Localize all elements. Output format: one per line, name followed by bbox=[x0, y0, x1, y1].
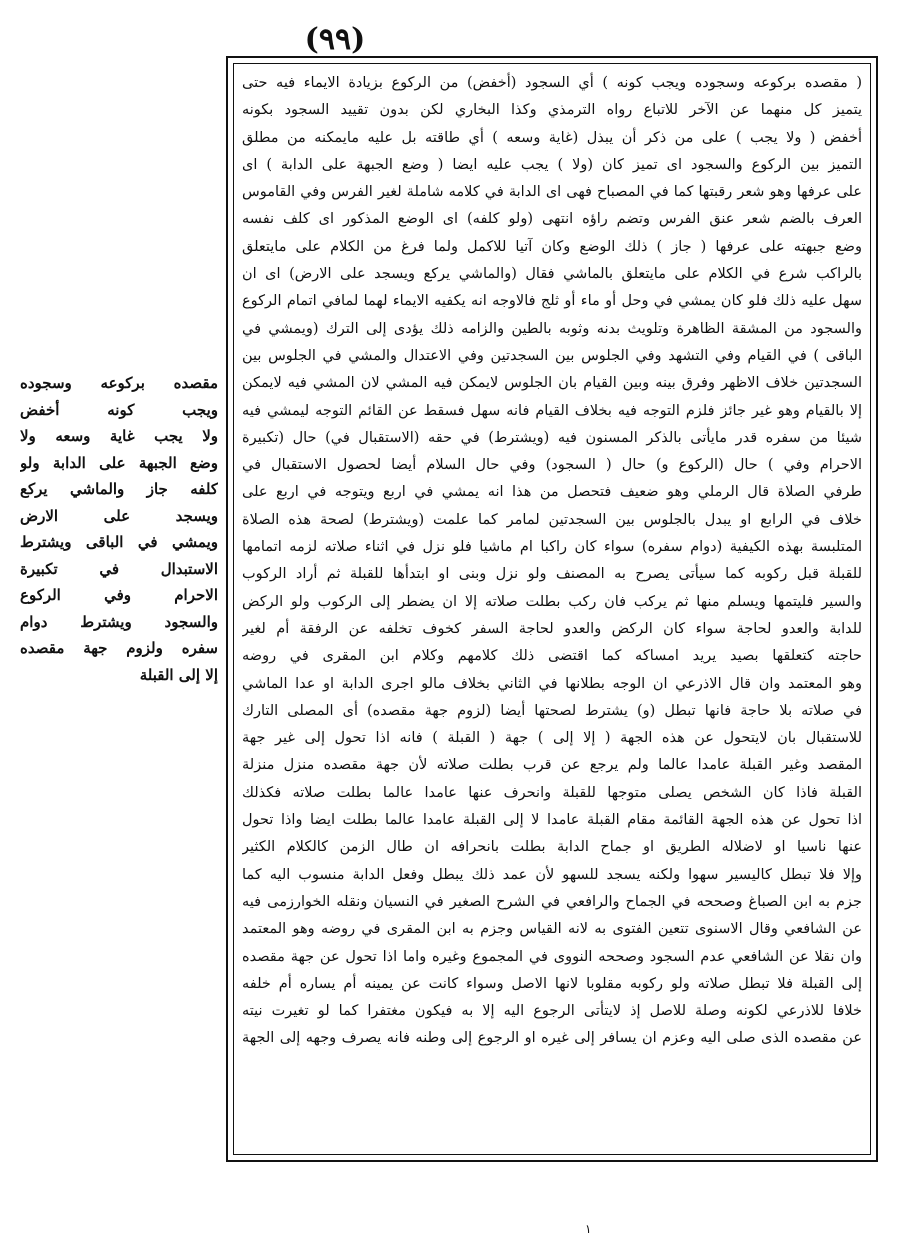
main-text-line: السجدتين خلاف الاظهر وفرق بينه وبين القيام بان الجلوس لايمكن فيه المشي لان المشي فيه لايمكن bbox=[242, 375, 862, 392]
margin-note-column bbox=[20, 370, 218, 688]
main-text-line: وان نقلا عن الشافعي عدم السجود وصححه النووى في المجموع وغيره واما اذا تحول عن جهة مقصده bbox=[242, 948, 862, 965]
main-text-line: المقصد وغير القبلة عامدا عالما ولم يرجع عن قرب بطلت صلاته لأن جهة مقصده منزل منزلة bbox=[242, 757, 862, 774]
main-text-line: وهو المعتمد وان قال الاذرعي ان الوجه بطلانها في الثاني بخلاف مالو اجرى الدابة او عدا الماشي bbox=[242, 675, 862, 692]
text-frame bbox=[226, 56, 878, 1162]
main-text-line: التميز بين الركوع والسجود اى تميز كان (ولا ) يجب عليه ايضا ( وضع الجبهة على الدابة ) اى bbox=[242, 156, 862, 173]
margin-note-line: مقصده بركوعه وسجوده bbox=[20, 374, 218, 392]
main-text-line: للدابة والعدو لحاجة سواء كان الركض والعدو لحاجة السفر كخوف تخلفه عن الرفقة أم لغير bbox=[242, 620, 862, 637]
main-text-line: القبلة فاذا كان الشخص يصلى متوجها للقبلة وانحرف عنها عامدا عالما بطلت صلاته فكذلك bbox=[242, 784, 862, 801]
margin-note-line: الاحرام وفي الركوع bbox=[20, 586, 218, 604]
main-text-line: إلى القبلة فلا تبطل صلاته ولو ركوبه مقلوبا لانها الاصل وسواء كانت عن يمينه أم يساره أم خلفه bbox=[242, 975, 862, 992]
main-text-line: العرف بالضم شعر عنق الفرس وتضم راؤه انتهى (ولو كلفه) اى الوضع المذكور اى كلف نفسه bbox=[242, 211, 862, 228]
margin-note-line: سفره ولزوم جهة مقصده bbox=[20, 639, 218, 657]
main-text-block bbox=[233, 63, 871, 1155]
main-text-line: جزم به ابن الصباغ وصححه في الجماح والرافعي في الشرح الصغير في النسيان ونقله الخوارزمى فيه bbox=[242, 893, 862, 910]
main-text-line: والسجود من المشقة الظاهرة وتلويث بدنه وثوبه بالطين والزامه ذلك يؤدى إلى الترك (ويمشي في bbox=[242, 320, 862, 337]
margin-note-line: ولا يجب غاية وسعه ولا bbox=[20, 427, 218, 445]
main-text-line: أخفض ( ولا يجب ) على من ذكر أن يبذل (غاية وسعه ) أي طاقته بل عليه مايمكنه من مطلق bbox=[242, 129, 862, 146]
main-text-line: سهل عليه ذلك فلو كان يمشي في وحل أو ماء أو ثلج فالاوجه انه يكفيه الايماء لهما لمافي اتمام الركوع bbox=[242, 293, 862, 310]
main-text-line: خلاف في الرابع او يبدل بالجلوس بين السجدتين لمامر كما علمت (ويشترط) لصحة هذه الصلاة bbox=[242, 511, 862, 528]
main-text-line: الباقى ) في القيام وفي التشهد وفي الجلوس بين السجدتين وفي الاعتدال والمشي في الجلوس بين bbox=[242, 347, 862, 364]
main-text-line: طرفي الصلاة قال الرملي وهو ضعيف فتحصل من هذا انه يمشي في اربع ويتوجه في اربع على bbox=[242, 484, 862, 501]
margin-note-line: ويجب كونه أخفض bbox=[20, 400, 218, 419]
main-text-line: عنها ناسيا او لاضلاله الطريق او جماح الدابة بطلت بانحرافه ان طال الزمن كالكلام الكثير bbox=[242, 839, 862, 856]
main-text-line: يتميز كل منهما عن الآخر للاتباع رواه الترمذي وكذا البخاري لكن بدون تقييد السجود بكونه bbox=[242, 102, 862, 119]
main-text-line: عن الشافعي وقال الاسنوى تتعين الفتوى به لانه القياس وجزم به ابن المقرى في روضه وهو المعتمد bbox=[242, 921, 862, 938]
page-number: (٩٩) bbox=[304, 22, 366, 57]
main-text-line: وإلا فلا تبطل كاليسير سهوا ولكنه يسجد للسهو لأن عمد ذلك يبطل وفعل الدابة منسوب اليه كما bbox=[242, 866, 862, 883]
margin-note-line: ويمشي في الباقى ويشترط bbox=[20, 533, 218, 551]
main-text-line: حاجته كتعلقها بصيد يريد امساكه كما اقتضى ذلك كلامهم وكلام ابن المقرى في روضه bbox=[242, 648, 862, 665]
main-text-line: للقبلة قبل ركوبه كما سيأتى يصرح به المصنف ولو نزل وبنى او ابتدأها للقبلة ثم أراد الركوب bbox=[242, 566, 862, 583]
main-text-line: في صلاته بلا حاجة فانها تبطل (و) يشترط لصحتها أيضا (لزوم جهة مقصده) أى المصلى التارك bbox=[242, 702, 862, 719]
main-text-line: عن مقصده الذى صلى اليه وعزم ان يسافر إلى غيره او الرجوع إلى وطنه فانه يصرف وجهه إلى الجهة bbox=[242, 1030, 862, 1047]
margin-note-line: كلفه جاز والماشي يركع bbox=[20, 480, 218, 498]
margin-note-line: وضع الجبهة على الدابة ولو bbox=[20, 453, 218, 472]
footer-mark: ١ bbox=[585, 1222, 592, 1236]
main-text-line: خلافا للاذرعي لكونه وصلة للاصل إذ لايتأتى الرجوع اليه إلا به فيكون مغتفرا كما لو تغيرت نيته bbox=[242, 1003, 862, 1020]
margin-note-line: والسجود ويشترط دوام bbox=[20, 612, 218, 631]
main-text-line: بالراكب شرع في الكلام على مايتعلق بالماشي فقال (والماشي يركع ويسجد على الارض) اى ان bbox=[242, 266, 862, 283]
main-text-line: المتلبسة بهذه الكيفية (دوام سفره) سواء كان راكبا ام ماشيا فلو نزل في اثناء صلاته لزمه اتمامها bbox=[242, 539, 862, 556]
main-text-line: للاستقبال بان لايتحول عن هذه الجهة ( إلا إلى ) جهة ( القبلة ) فانه اذا تحول إلى غير جهة bbox=[242, 730, 862, 747]
main-text-line: إلا بالقيام وهو غير جائز فلزم التوجه فيه بخلاف القيام فانه سهل فسقط عن القائم التوجه ليمشي فيه bbox=[242, 402, 862, 419]
main-text-line: وضع جبهته على عرفها ( جاز ) ذلك الوضع وكان آتيا للاكمل ولما فرغ من الكلام على مايتعلق bbox=[242, 238, 862, 255]
margin-note-line: إلا إلى القبلة bbox=[139, 665, 218, 684]
margin-note-line: الاستبدال في تكبيرة bbox=[20, 559, 218, 578]
main-text-line: والسير فليتمها ويسلم منها ثم يركب فان ركب بطلت صلاته إلا ان يضطر إلى الركوب ولو الركض bbox=[242, 593, 862, 610]
main-text-line: الاحرام وفي ) حال (الركوع و) حال ( السجود) وفي حال السلام أيضا لحصول الاستقبال في bbox=[242, 457, 862, 474]
main-text-line: اذا تحول عن هذه الجهة القائمة مقام القبلة عامدا لا إلى القبلة عامدا عالما بطلت ايضا واذا تحول bbox=[242, 812, 862, 829]
margin-note-line: ويسجد على الارض bbox=[20, 506, 218, 525]
main-text-line: شيئا من سفره قدر مايأتى بالذكر المسنون فيه (ويشترط) في حقه (الاستقبال في) حال (تكبيرة bbox=[242, 429, 862, 446]
main-text-line: ( مقصده بركوعه وسجوده ويجب كونه ) أي السجود (أخفض) من الركوع بزيادة الايماء فيه حتى bbox=[242, 75, 862, 91]
main-text-line: على عرفها وهو شعر رقبتها كما في المصباح فهى اى الدابة في كلامه شاملة لغير الفرس وفي القاموس bbox=[242, 184, 862, 201]
